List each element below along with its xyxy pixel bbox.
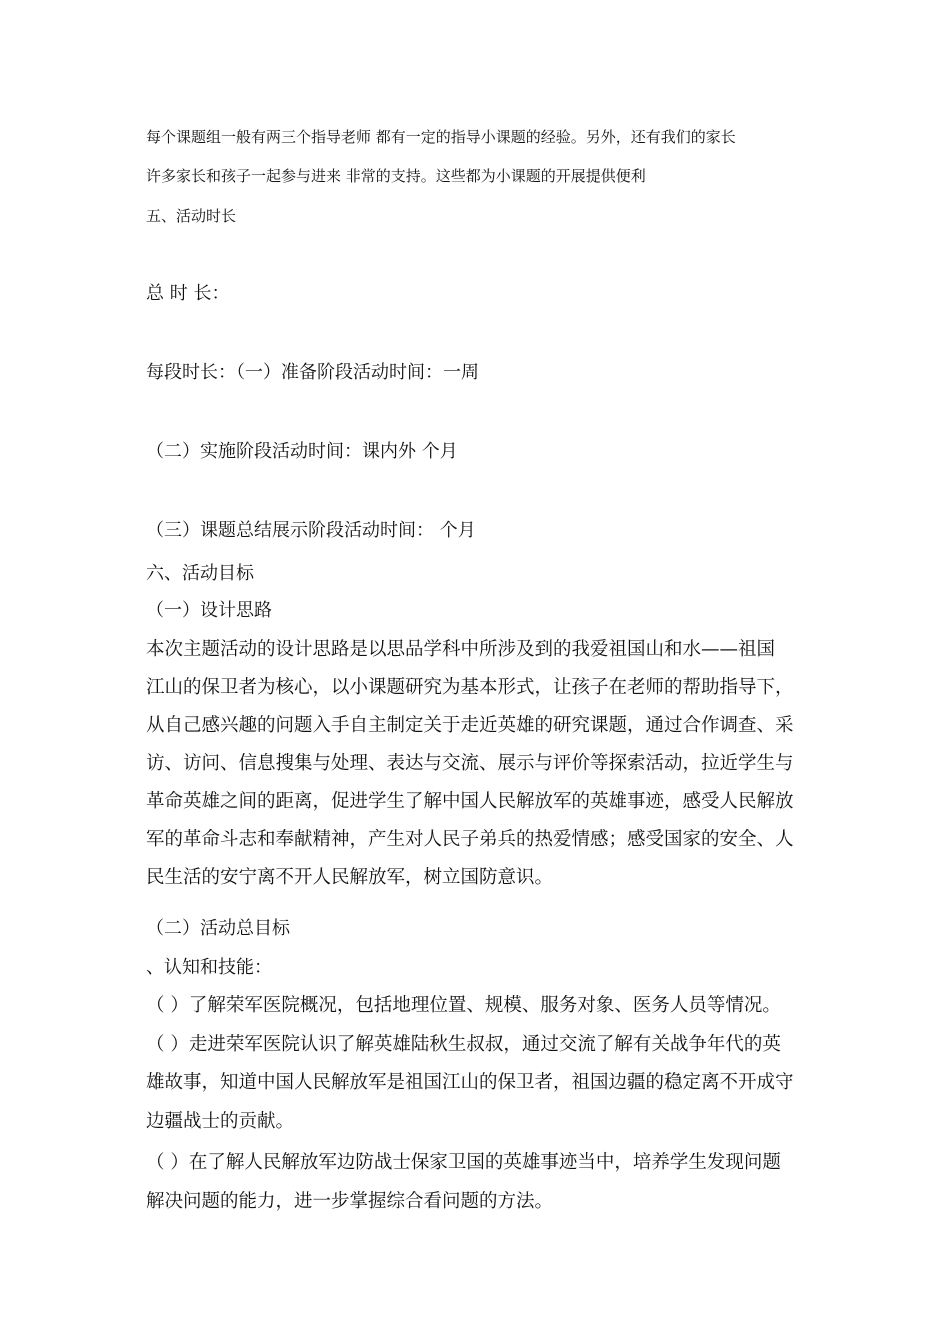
paragraph-line: 军的革命斗志和奉献精神，产生对人民子弟兵的热爱情感；感受国家的安全、人: [146, 829, 794, 850]
section5-heading: 五、活动时长: [146, 207, 237, 225]
stage1-duration: 每段时长：（一）准备阶段活动时间：一周: [146, 362, 479, 383]
goal-item-2-line: 雄故事，知道中国人民解放军是祖国江山的保卫者，祖国边疆的稳定离不开成守: [146, 1072, 794, 1093]
intro-line-2: 许多家长和孩子一起参与进来 非常的支持。这些都为小课题的开展提供便利: [146, 167, 646, 185]
paragraph-line: 民生活的安宁离不开人民解放军，树立国防意识。: [146, 867, 554, 888]
paragraph-line: 革命英雄之间的距离，促进学生了解中国人民解放军的英雄事迹，感受人民解放: [146, 791, 794, 812]
paragraph-line: 江山的保卫者为核心，以小课题研究为基本形式，让孩子在老师的帮助指导下，: [146, 677, 794, 698]
paragraph-line: 从自己感兴趣的问题入手自主制定关于走近英雄的研究课题，通过合作调查、采: [146, 715, 794, 736]
paragraph-line: 本次主题活动的设计思路是以思品学科中所涉及到的我爱祖国山和水——祖国: [146, 639, 776, 660]
goal-item-1: （ ）了解荣军医院概况，包括地理位置、规模、服务对象、医务人员等情况。: [146, 995, 781, 1016]
section6-heading: 六、活动目标: [146, 563, 254, 584]
paragraph-line: 访、访问、信息搜集与处理、表达与交流、展示与评价等探索活动，拉近学生与: [146, 753, 794, 774]
stage2-duration: （二）实施阶段活动时间：课内外 个月: [146, 441, 458, 462]
total-duration-label: 总 时 长：: [146, 283, 230, 304]
cognition-heading: 、认知和技能：: [146, 957, 272, 978]
goal-item-3-line: （ ）在了解人民解放军边防战士保家卫国的英雄事迹当中，培养学生发现问题: [146, 1152, 781, 1173]
intro-line-1: 每个课题组一般有两三个指导老师 都有一定的指导小课题的经验。另外，还有我们的家长: [146, 128, 736, 146]
goal-item-2-line: （ ）走进荣军医院认识了解英雄陆秋生叔叔，通过交流了解有关战争年代的英: [146, 1034, 781, 1055]
overall-goal-heading: （二）活动总目标: [146, 918, 290, 939]
stage3-duration: （三）课题总结展示阶段活动时间： 个月: [146, 520, 476, 541]
goal-item-3-line: 解决问题的能力，进一步掌握综合看问题的方法。: [146, 1191, 554, 1212]
goal-item-2-line: 边疆战士的贡献。: [146, 1111, 295, 1132]
design-idea-heading: （一）设计思路: [146, 600, 272, 621]
